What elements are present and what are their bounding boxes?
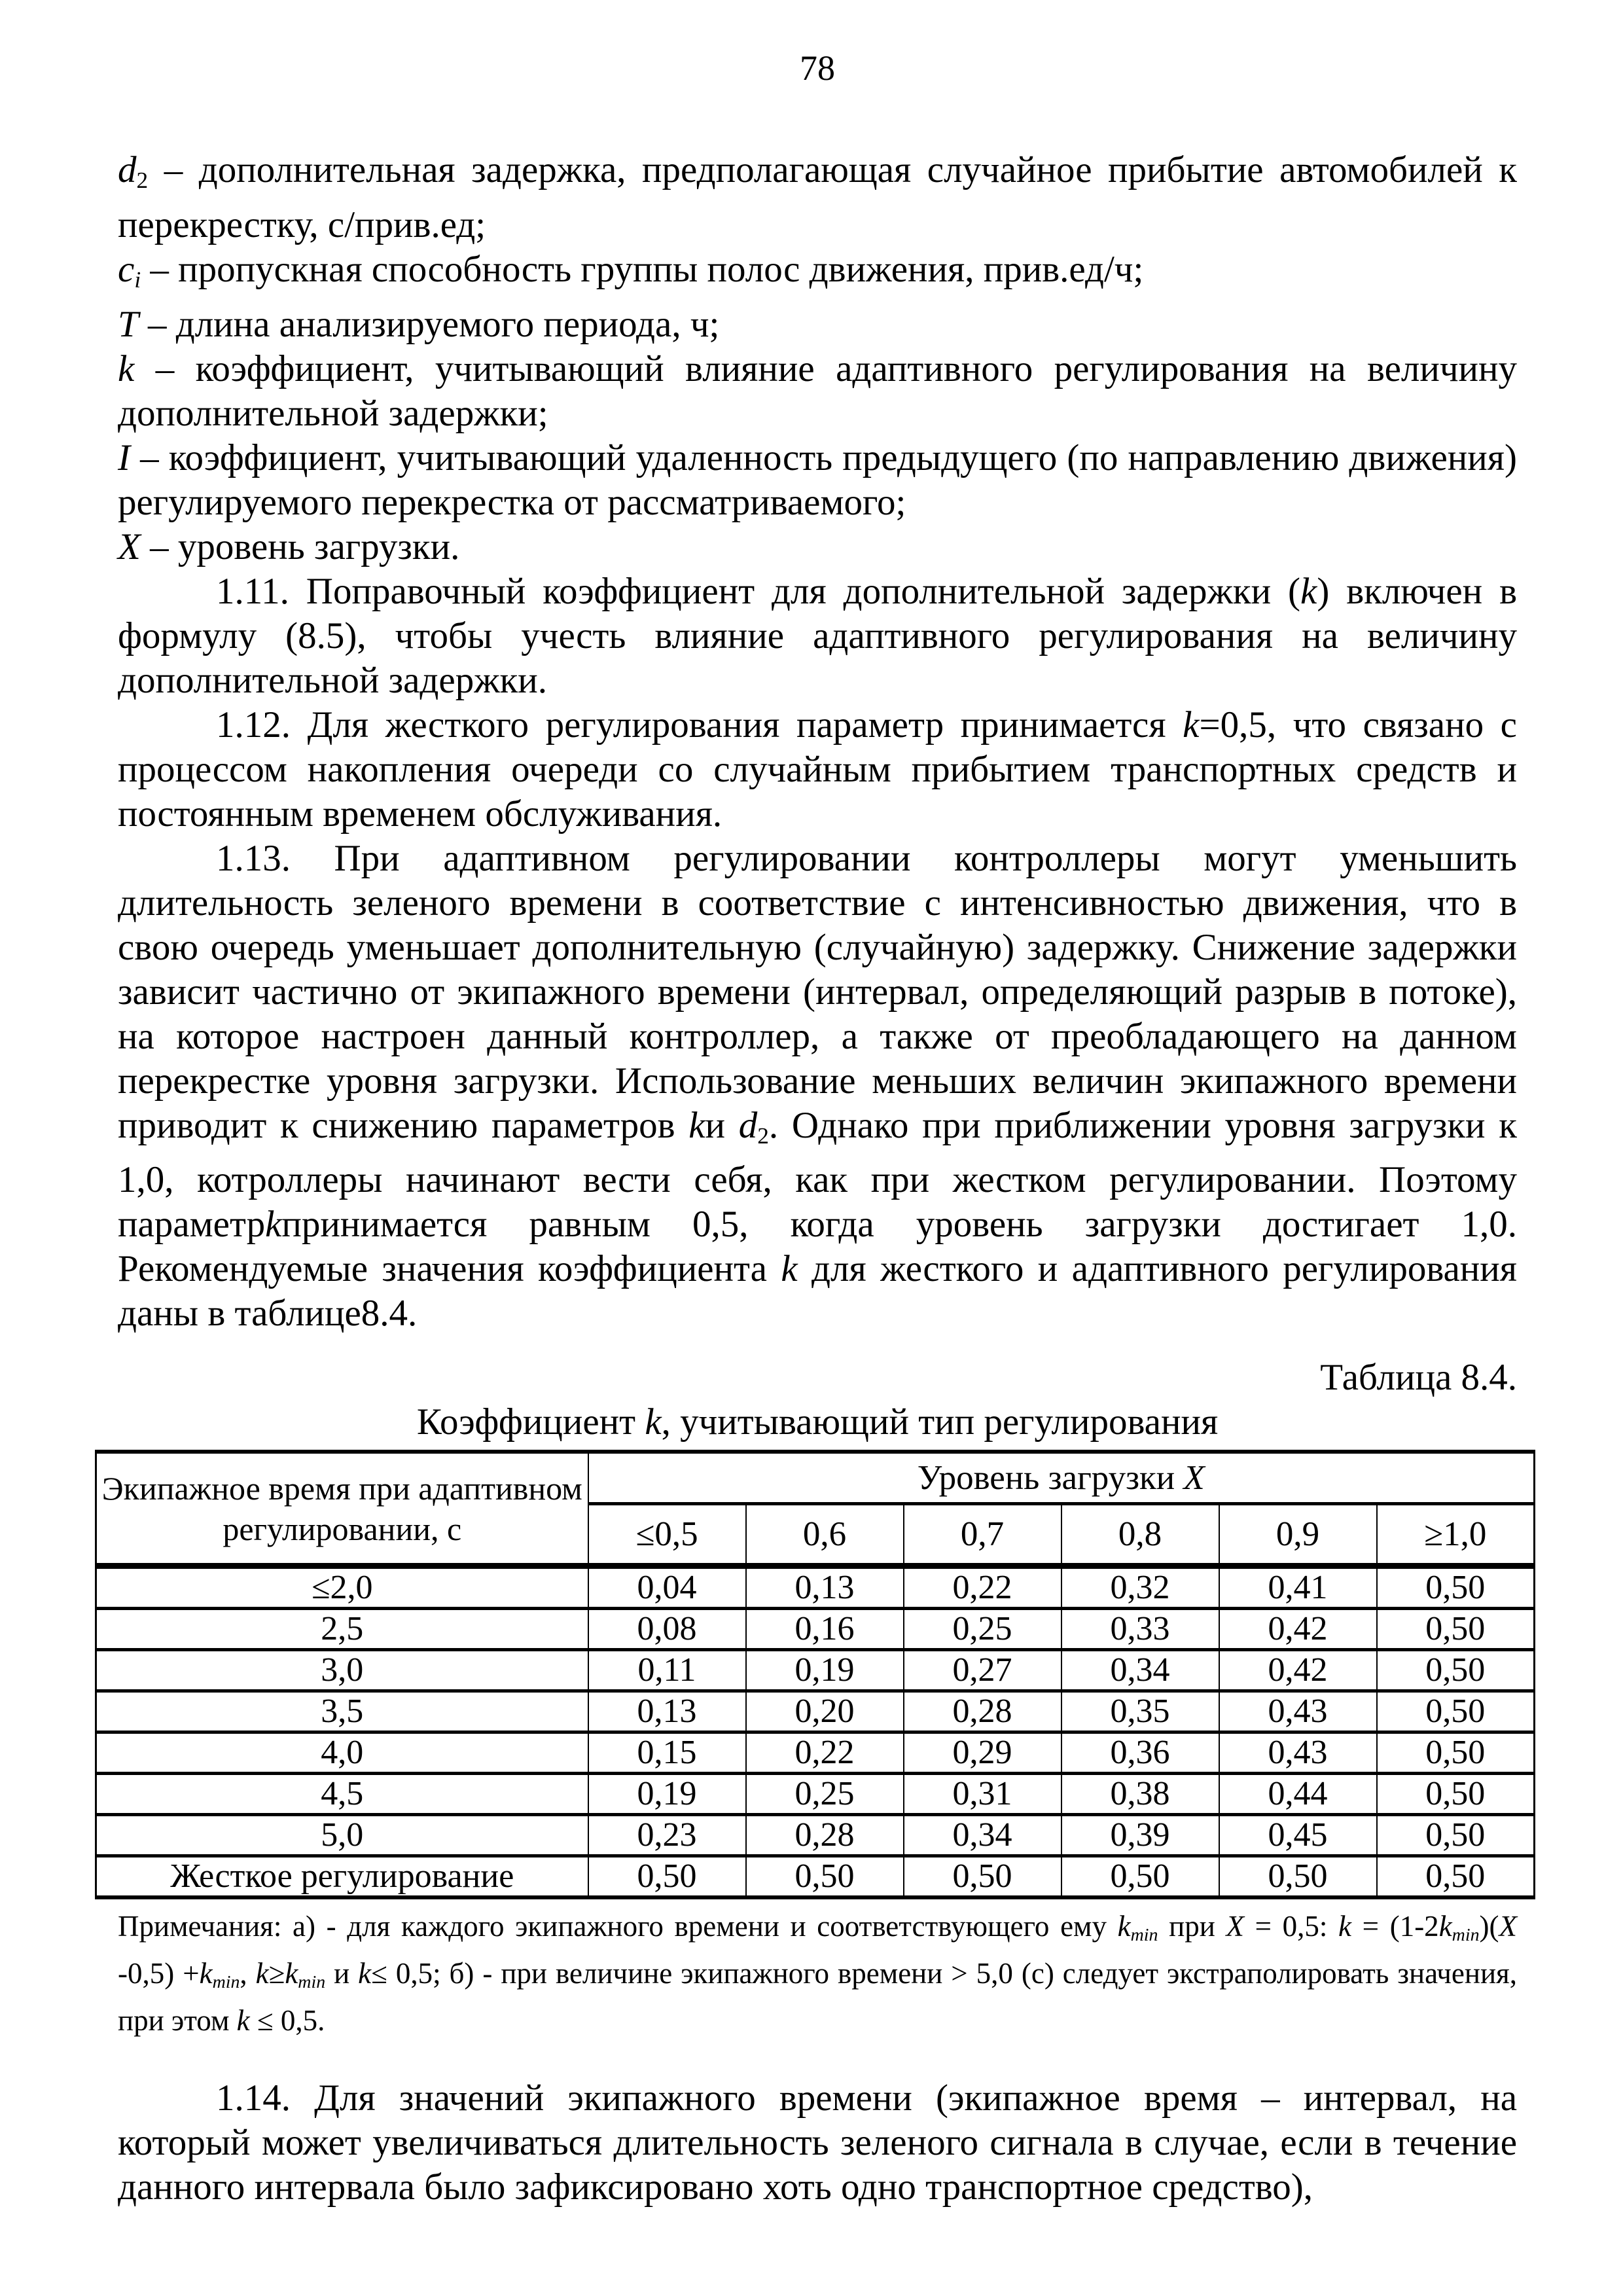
table-cell: 0,11: [588, 1650, 746, 1691]
table-cell: 0,16: [746, 1609, 904, 1650]
table-cell: 0,42: [1219, 1650, 1377, 1691]
table-cell: 0,34: [1061, 1650, 1219, 1691]
table-cell: 0,50: [1377, 1732, 1535, 1774]
table-cell: 0,38: [1061, 1774, 1219, 1815]
table-cell: 0,32: [1061, 1566, 1219, 1609]
table-cell: 0,13: [588, 1691, 746, 1732]
table-header-row: [96, 1452, 1535, 1504]
table-row: [96, 1774, 1535, 1815]
table-row: [96, 1691, 1535, 1732]
table-cell: 0,36: [1061, 1732, 1219, 1774]
table-cell: 0,50: [1377, 1650, 1535, 1691]
definition-d2: $d_2$ – дополнительная задержка, предполагающая случайное прибытие автомобилей к перекрестку, с/прив.ед;: [118, 149, 1517, 245]
definition-I: I – коэффициент, учитывающий удаленность предыдущего (по направлению движения) регулируемого перекрестка от рассматриваемого;: [118, 437, 1517, 523]
table-cell: 0,13: [746, 1566, 904, 1609]
subheader-cell: ≥1,0: [1377, 1504, 1535, 1566]
table-cell: 0,50: [1377, 1691, 1535, 1732]
table-caption: Таблица 8.4.: [1320, 1357, 1517, 1399]
table-cell: 0,50: [746, 1856, 904, 1898]
table-notes: Примечания: а) - для каждого экипажного времени и соответствующего ему kmin при X = 0,5: k = (1-2kmin)(X -0,5) +kmin, k≥kmin и k≤ 0,5; б) - при величине экипажного времени > 5,0 (с) следует экстраполировать значения, при этом k ≤ 0,5.: [118, 1910, 1517, 2037]
page-number: 78: [800, 48, 835, 88]
table-cell: 0,20: [746, 1691, 904, 1732]
table-cell: 0,35: [1061, 1691, 1219, 1732]
definition-k: k – коэффициент, учитывающий влияние адаптивного регулирования на величину дополнительной задержки;: [118, 348, 1517, 434]
table-cell: 0,22: [746, 1732, 904, 1774]
table-cell: 3,0: [96, 1650, 588, 1691]
table-cell: 0,50: [1377, 1566, 1535, 1609]
table-cell: 0,45: [1219, 1815, 1377, 1856]
subheader-cell: ≤0,5: [588, 1504, 746, 1566]
definition-T: T – длина анализируемого периода, ч;: [118, 303, 720, 345]
definition-ci: ci – пропускная способность группы полос движения, прив.ед/ч;: [118, 248, 1144, 293]
table-cell: 0,28: [904, 1691, 1061, 1732]
table-title: Коэффициент k, учитывающий тип регулирования: [416, 1401, 1219, 1443]
table-cell: 0,15: [588, 1732, 746, 1774]
table-cell: 0,25: [904, 1609, 1061, 1650]
table-cell: 0,23: [588, 1815, 746, 1856]
table-row: [96, 1566, 1535, 1609]
table-cell: 0,22: [904, 1566, 1061, 1609]
table-cell: 0,08: [588, 1609, 746, 1650]
table-cell: 0,41: [1219, 1566, 1377, 1609]
table-cell: 0,28: [746, 1815, 904, 1856]
table-row: [96, 1815, 1535, 1856]
table-cell: 0,50: [904, 1856, 1061, 1898]
table-cell: 0,43: [1219, 1691, 1377, 1732]
table-cell: 0,43: [1219, 1732, 1377, 1774]
subheader-cell: 0,6: [746, 1504, 904, 1566]
table-cell: 0,04: [588, 1566, 746, 1609]
table-header-ekipazh-time: Экипажное время при адаптивном регулировании, с: [96, 1452, 588, 1566]
table-cell: 0,19: [588, 1774, 746, 1815]
table-cell: 0,50: [1377, 1815, 1535, 1856]
table-cell: 0,19: [746, 1650, 904, 1691]
table-cell: 0,50: [1377, 1774, 1535, 1815]
coefficient-table: [95, 1450, 1535, 1899]
table-row: [96, 1732, 1535, 1774]
table-cell: 4,5: [96, 1774, 588, 1815]
table-row: [96, 1609, 1535, 1650]
table-cell: 2,5: [96, 1609, 588, 1650]
table-cell: 5,0: [96, 1815, 588, 1856]
table-cell: 0,50: [1061, 1856, 1219, 1898]
table-cell: 4,0: [96, 1732, 588, 1774]
table-cell: 0,39: [1061, 1815, 1219, 1856]
paragraph-1-12: 1.12. Для жесткого регулирования параметр принимается k=0,5, что связано с процессом накопления очереди со случайным прибытием транспортных средств и постоянным временем обслуживания.: [118, 704, 1517, 834]
table-cell: 0,42: [1219, 1609, 1377, 1650]
paragraph-1-14: 1.14. Для значений экипажного времени (экипажное время – интервал, на который может увеличиваться длительность зеленого сигнала в случае, если в течение данного интервала было зафиксировано хоть одно транспортное средство),: [118, 2077, 1517, 2208]
table-cell: ≤2,0: [96, 1566, 588, 1609]
table-cell: 0,29: [904, 1732, 1061, 1774]
table-cell: 0,50: [1377, 1609, 1535, 1650]
subheader-cell: 0,9: [1219, 1504, 1377, 1566]
table-cell: Жесткое регулирование: [96, 1856, 588, 1898]
table-cell: 0,34: [904, 1815, 1061, 1856]
table-row: [96, 1650, 1535, 1691]
table-cell: 0,25: [746, 1774, 904, 1815]
table-cell: 0,31: [904, 1774, 1061, 1815]
table-row: [96, 1856, 1535, 1898]
table-cell: 0,27: [904, 1650, 1061, 1691]
paragraph-1-13: 1.13. При адаптивном регулировании контроллеры могут уменьшить длительность зеленого времени в соответствие с интенсивностью движения, что в свою очередь уменьшает дополнительную (случайную) задержку. Снижение задержки зависит частично от экипажного времени (интервал, определяющий разрыв в потоке), на которое настроен данный контроллер, а также от преобладающего на данном перекрестке уровня загрузки. Использование меньших величин экипажного времени приводит к снижению параметров kи $d_2$. Однако при приближении уровня загрузки к 1,0, котроллеры начинают вести себя, как при жестком регулировании. Поэтому параметрkпринимается равным 0,5, когда уровень загрузки достигает 1,0. Рекомендуемые значения коэффициента k для жесткого и адаптивного регулирования даны в таблице8.4.: [118, 837, 1518, 1335]
subheader-cell: 0,8: [1061, 1504, 1219, 1566]
table-cell: 0,44: [1219, 1774, 1377, 1815]
subheader-cell: 0,7: [904, 1504, 1061, 1566]
table-cell: 0,50: [1219, 1856, 1377, 1898]
table-cell: 3,5: [96, 1691, 588, 1732]
table-cell: 0,50: [1377, 1856, 1535, 1898]
table-cell: 0,33: [1061, 1609, 1219, 1650]
table-header-load-level: Уровень загрузки X: [588, 1452, 1535, 1504]
table-cell: 0,50: [588, 1856, 746, 1898]
paragraph-1-11: 1.11. Поправочный коэффициент для дополнительной задержки (k) включен в формулу (8.5), чтобы учесть влияние адаптивного регулирования на величину дополнительной задержки.: [118, 570, 1517, 701]
definition-X: X – уровень загрузки.: [118, 526, 460, 567]
